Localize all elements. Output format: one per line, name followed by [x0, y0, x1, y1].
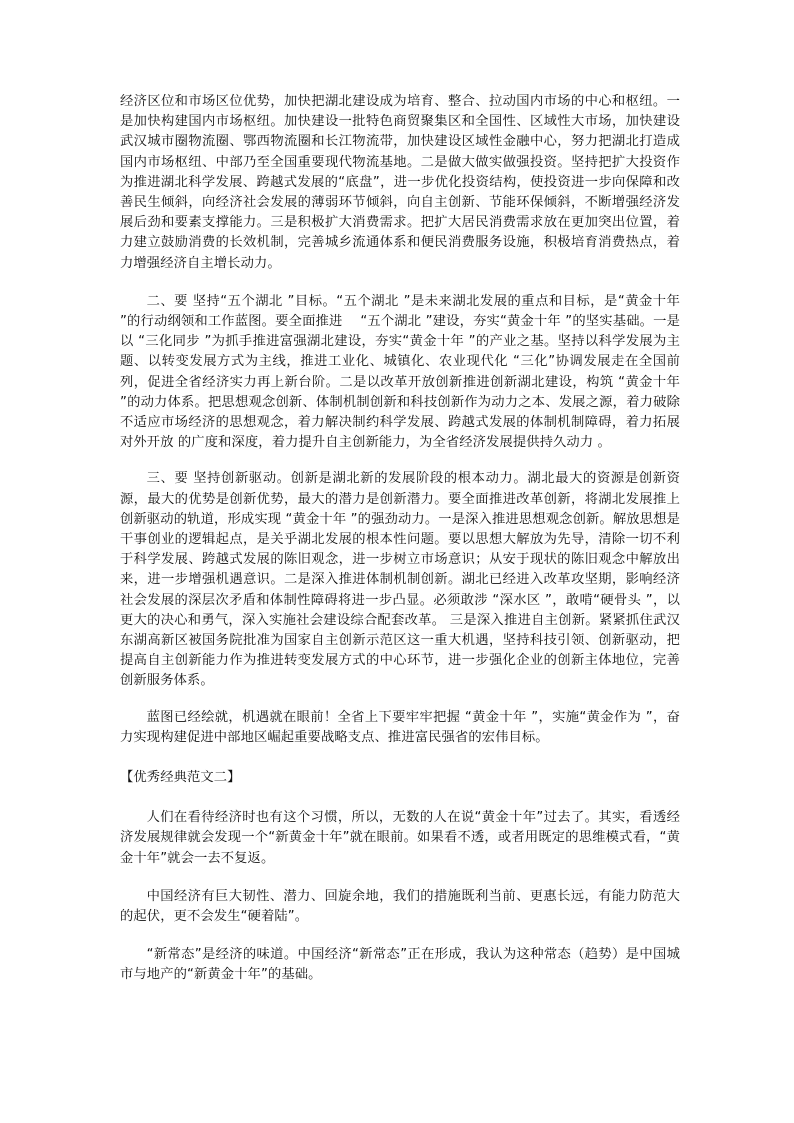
paragraph-conclusion: 蓝图已经绘就，机遇就在眼前！全省上下要牢牢把握 “黄金十年 ”，实施“黄金作为 ”，奋力实现构建促进中部地区崛起重要战略支点、推进富民强省的宏伟目标。 — [120, 709, 680, 745]
paragraph-section-three: 三、要 坚持创新驱动。创新是湖北新的发展阶段的根本动力。湖北最大的资源是创新资源，最大的优势是创新优势，最大的潜力是创新潜力。要全面推进改革创新，将湖北发展推上创新驱动的轨道，形成实现 “黄金十年 ”的强劲动力。一是深入推进思想观念创新。解放思想是干事创业的逻辑起点，是关乎湖北发展的根本性问题。要以思想大解放为先导，清除一切不利于科学发展、跨越式发展的陈旧观念，进一步树立市场意识；从安于现状的陈旧观念中解放出来，进一步增强机遇意识。二是深入推进体制机制创新。湖北已经进入改革攻坚期，影响经济社会发展的深层次矛盾和体制性障碍将进一步凸显。必须敢涉 “深水区 ”，敢啃“硬骨头 ”，以更大的决心和勇气，深入实施社会建设综合配套改革。 三是深入推进自主创新。紧紧抓住武汉东湖高新区被国务院批准为国家自主创新示范区这一重大机遇，坚持科技引领、创新驱动，把提高自主创新能力作为推进转变发展方式的中心环节，进一步强化企业的创新主体地位，完善创新服务体系。 — [120, 471, 680, 689]
paragraph-example-one: 人们在看待经济时也有这个习惯，所以，无数的人在说“黄金十年”过去了。其实，看透经济发展规律就会发现一个“新黄金十年”就在眼前。如果看不透，或者用既定的思维模式看，“黄金十年”就会一去不复返。 — [120, 810, 680, 866]
document-page — [120, 92, 680, 986]
paragraph-example-two: 中国经济有巨大韧性、潜力、回旋余地，我们的措施既利当前、更惠长远，有能力防范大的起伏，更不会发生“硬着陆”。 — [120, 888, 680, 924]
section-heading: 【优秀经典范文二】 — [120, 770, 241, 786]
paragraph-section-two: 二、要 坚持“五个湖北 ”目标。“五个湖北 ”是未来湖北发展的重点和目标，是“黄金十年 ”的行动纲领和工作蓝图。要全面推进 “五个湖北 ”建设，夯实“黄金十年 ”的坚实基础。一是以 “三化同步 ”为抓手推进富强湖北建设，夯实“黄金十年 ”的产业之基。坚持以科学发展为主题、以转变发展方式为主线，推进工业化、城镇化、农业现代化 “三化”协调发展走在全国前列，促进全省经济实力再上新台阶。二是以改革开放创新推进创新湖北建设，构筑 “黄金十年 ”的动力体系。把思想观念创新、体制机制创新和科技创新作为动力之本、发展之源，着力破除不适应市场经济的思想观念，着力解决制约科学发展、跨越式发展的体制机制障碍，着力拓展对外开放 的广度和深度，着力提升自主创新能力，为全省经济发展提供持久动力 。 — [120, 293, 680, 451]
paragraph-intro: 经济区位和市场区位优势，加快把湖北建设成为培育、整合、拉动国内市场的中心和枢纽。一是加快构建国内市场枢纽。加快建设一批特色商贸聚集区和全国性、区域性大市场，加快建设武汉城市圈物流圈、鄂西物流圈和长江物流带，加快建设区域性金融中心，努力把湖北打造成国内市场枢纽、中部乃至全国重要现代物流基地。二是做大做实做强投资。坚持把扩大投资作为推进湖北科学发展、跨越式发展的“底盘”，进一步优化投资结构，使投资进一步向保障和改善民生倾斜，向经济社会发展的薄弱环节倾斜，向自主创新、节能环保倾斜，不断增强经济发展后劲和要素支撑能力。三是积极扩大消费需求。把扩大居民消费需求放在更加突出位置，着力建立鼓励消费的长效机制，完善城乡流通体系和便民消费服务设施，积极培育消费热点，着力增强经济自主增长动力。 — [120, 94, 680, 271]
paragraph-example-three: “新常态”是经济的味道。中国经济“新常态”正在形成，我认为这种常态（趋势）是中国城市与地产的“新黄金十年”的基础。 — [120, 947, 680, 983]
